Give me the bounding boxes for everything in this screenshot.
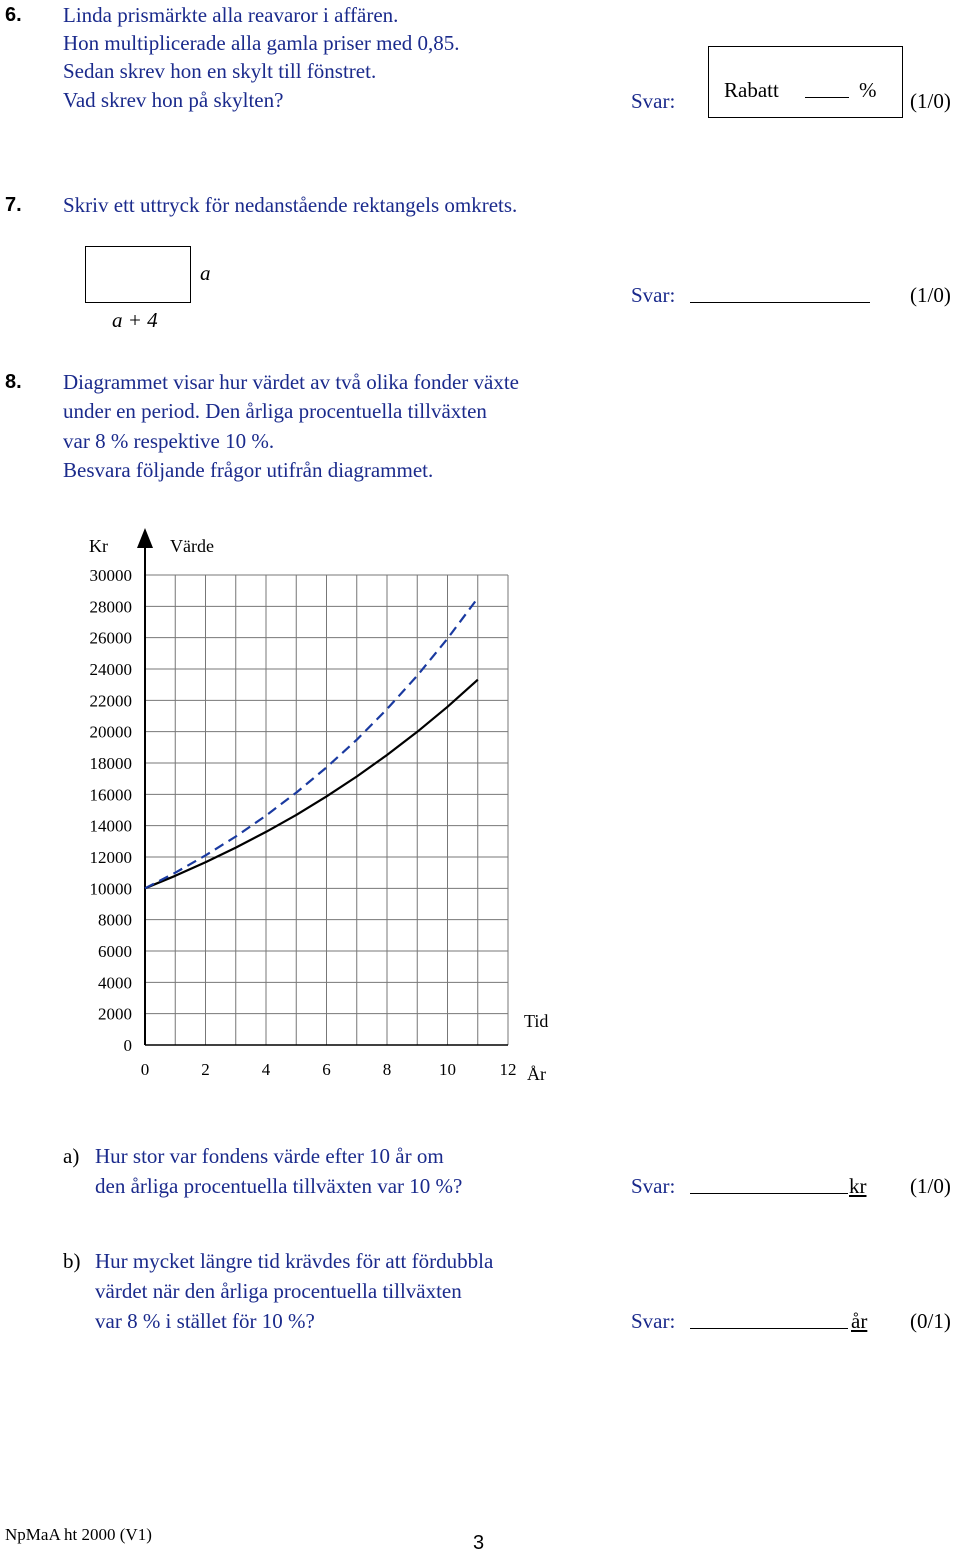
page-number: 3 bbox=[473, 1532, 485, 1554]
y-tick-label: 18000 bbox=[89, 754, 132, 773]
y-tick-label: 26000 bbox=[89, 628, 132, 648]
q6-points: (1/0) bbox=[910, 89, 951, 113]
q6-answer-field[interactable] bbox=[805, 77, 849, 98]
q8b-unit: år bbox=[851, 1309, 868, 1333]
q8-line-4: Besvara följande frågor utifrån diagrammet. bbox=[63, 458, 434, 482]
y-tick-label: 8000 bbox=[98, 910, 132, 930]
x-tick-label: 2 bbox=[201, 1060, 210, 1079]
x-tick-label: 6 bbox=[322, 1060, 331, 1079]
q7-number: 7. bbox=[5, 194, 22, 216]
q8b-line-2: värdet när den årliga procentuella tillväxten bbox=[95, 1279, 462, 1303]
x-tick-label: 0 bbox=[140, 1060, 150, 1079]
y-tick-label: 10000 bbox=[89, 879, 132, 899]
q8-line-2: under en period. Den årliga procentuella tillväxten bbox=[63, 399, 487, 423]
q8a-letter: a) bbox=[63, 1144, 80, 1168]
chart-series bbox=[145, 598, 478, 888]
y-tick-label: 2000 bbox=[98, 1004, 132, 1024]
q6-line-2: Hon multiplicerade alla gamla priser med 0,85. bbox=[63, 31, 460, 55]
rectangle-figure bbox=[85, 246, 191, 303]
q7-points: (1/0) bbox=[910, 283, 951, 307]
q6-line-3: Sedan skrev hon en skylt till fönstret. bbox=[63, 59, 377, 83]
q6-sign-text: Rabatt bbox=[724, 78, 779, 102]
q6-sign-box bbox=[708, 46, 903, 118]
q8b-line-3: var 8 % i stället för 10 %? bbox=[95, 1309, 315, 1333]
q7-text: Skriv ett uttryck för nedanstående rektangels omkrets. bbox=[63, 193, 518, 217]
q8a-line-2: den årliga procentuella tillväxten var 10 %? bbox=[95, 1174, 463, 1198]
q6-line-4: Vad skrev hon på skylten? bbox=[63, 88, 284, 112]
y-tick-label: 22000 bbox=[89, 691, 132, 711]
q7-answer-label: Svar: bbox=[631, 283, 676, 307]
q8a-answer-label: Svar: bbox=[631, 1174, 676, 1198]
q8b-letter: b) bbox=[63, 1249, 81, 1273]
y-tick-label: 16000 bbox=[89, 785, 132, 805]
q8a-points: (1/0) bbox=[910, 1174, 951, 1198]
q8-number: 8. bbox=[5, 371, 22, 393]
q8b-line-1: Hur mycket längre tid krävdes för att fördubbla bbox=[95, 1249, 494, 1273]
q8a-unit: kr bbox=[849, 1174, 867, 1198]
y-tick-label: 28000 bbox=[89, 597, 132, 617]
q8b-answer-label: Svar: bbox=[631, 1309, 676, 1333]
q6-sign-unit: % bbox=[859, 78, 877, 102]
chart-title: Värde bbox=[170, 536, 214, 556]
q6-line-1: Linda prismärkte alla reavaror i affären. bbox=[63, 3, 399, 27]
y-axis-label: Kr bbox=[89, 536, 108, 556]
x-axis-top-label: Tid bbox=[524, 1011, 549, 1031]
x-tick-label: 4 bbox=[261, 1060, 271, 1079]
x-tick-label: 8 bbox=[382, 1060, 392, 1079]
q8a-answer-field[interactable] bbox=[690, 1173, 848, 1194]
y-tick-label: 6000 bbox=[98, 942, 132, 961]
y-tick-label: 0 bbox=[123, 1036, 132, 1055]
x-tick-label: 10 bbox=[439, 1060, 456, 1079]
y-tick-label: 30000 bbox=[89, 566, 132, 585]
y-tick-label: 24000 bbox=[89, 660, 132, 679]
fund-growth-chart bbox=[0, 520, 620, 1100]
y-axis-arrow-icon bbox=[137, 528, 153, 548]
chart-ticks bbox=[90, 566, 517, 1079]
y-tick-label: 12000 bbox=[89, 848, 132, 867]
rectangle-bottom-label: a + 4 bbox=[112, 308, 158, 332]
q8a-line-1: Hur stor var fondens värde efter 10 år om bbox=[95, 1144, 444, 1168]
q8-line-3: var 8 % respektive 10 %. bbox=[63, 429, 275, 453]
y-tick-label: 14000 bbox=[89, 816, 132, 836]
q8-line-1: Diagrammet visar hur värdet av två olika fonder växte bbox=[63, 370, 519, 394]
q6-number: 6. bbox=[5, 4, 22, 26]
series-line-dashed bbox=[145, 598, 478, 888]
chart-axes bbox=[137, 528, 508, 1045]
q8b-answer-field[interactable] bbox=[690, 1308, 848, 1329]
x-axis-label: År bbox=[527, 1064, 546, 1084]
q8b-points: (0/1) bbox=[910, 1309, 951, 1333]
q7-answer-field[interactable] bbox=[690, 282, 870, 303]
footer-code: NpMaA ht 2000 (V1) bbox=[5, 1525, 152, 1544]
y-tick-label: 20000 bbox=[89, 722, 132, 742]
x-tick-label: 12 bbox=[499, 1060, 517, 1079]
q6-answer-label: Svar: bbox=[631, 89, 676, 113]
rectangle-side-label: a bbox=[200, 261, 211, 285]
chart-grid bbox=[145, 575, 508, 1045]
y-tick-label: 4000 bbox=[98, 973, 132, 993]
